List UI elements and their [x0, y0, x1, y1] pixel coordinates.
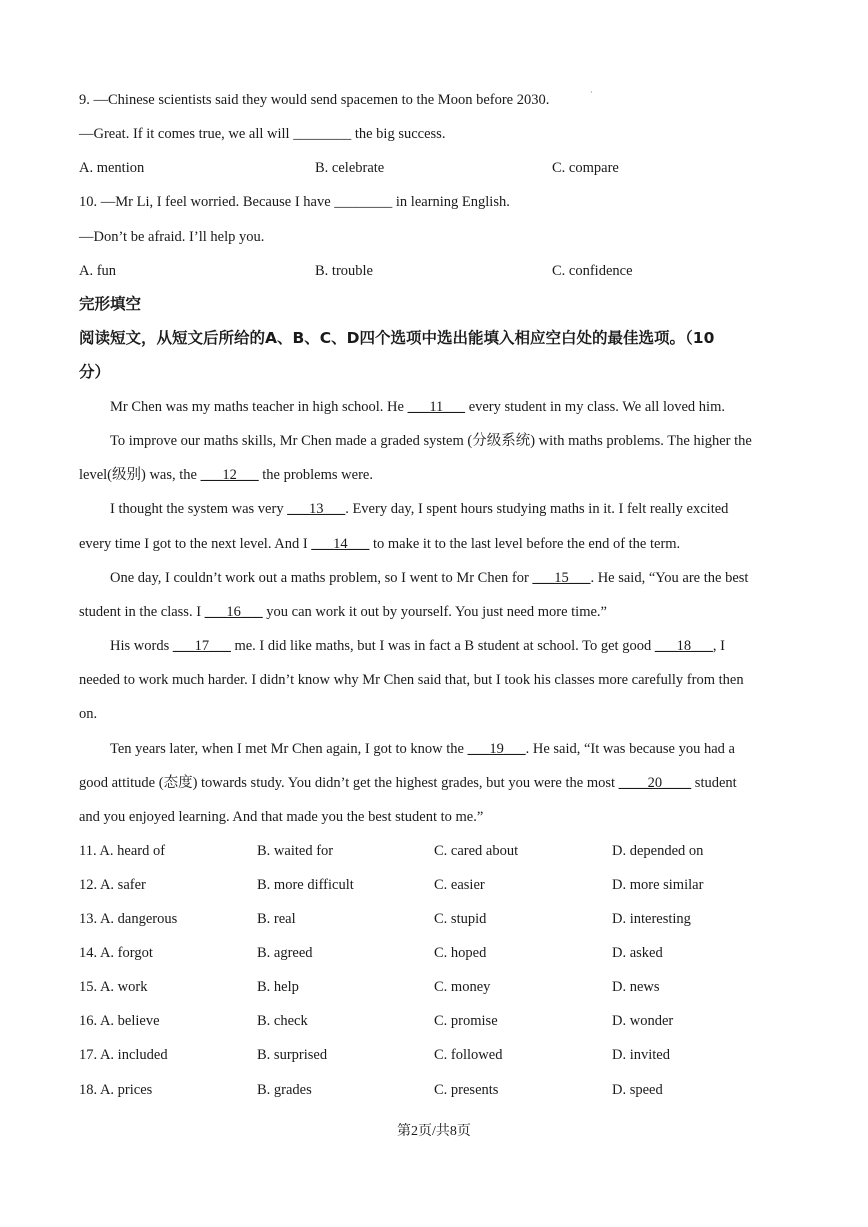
q9-option-c: C. compare — [552, 160, 619, 176]
q13-option-a: 13. A. dangerous — [79, 911, 178, 927]
page-footer: 第2页/共8页 — [397, 1124, 471, 1139]
q16-option-b: B. check — [257, 1013, 308, 1029]
q17-option-c: C. followed — [434, 1047, 503, 1063]
passage-p1: Mr Chen was my maths teacher in high school. He ___11___ every student in my class. We all loved him. — [110, 399, 725, 415]
q10-option-a: A. fun — [79, 263, 117, 279]
q12-option-b: B. more difficult — [257, 877, 354, 893]
q14-option-c: C. hoped — [434, 945, 487, 961]
q18-option-d: D. speed — [612, 1082, 663, 1098]
q11-option-c: C. cared about — [434, 843, 519, 859]
section-instruction-line2: 分） — [79, 363, 111, 381]
passage-p6-line2: good attitude (态度) towards study. You didn’t get the highest grades, but you were the most ____20____ student — [79, 775, 737, 791]
blank-14: ___14___ — [311, 536, 370, 552]
section-instruction-line1: 阅读短文，从短文后所给的A、B、C、D四个选项中选出能填入相应空白处的最佳选项。（10 — [79, 329, 715, 347]
q9-blank: ________ — [293, 126, 352, 142]
q17-option-b: B. surprised — [257, 1047, 328, 1063]
q9-stem: 9. —Chinese scientists said they would send spacemen to the Moon before 2030. — [79, 92, 550, 108]
q12-option-d: D. more similar — [612, 877, 704, 893]
passage-p2-line1: To improve our maths skills, Mr Chen made a graded system (分级系统) with maths problems. The higher the — [110, 433, 752, 449]
blank-11: ___11___ — [407, 399, 466, 415]
q9-reply: —Great. If it comes true, we all will ________ the big success. — [79, 126, 446, 142]
section-title: 完形填空 — [79, 295, 142, 313]
q15-option-d: D. news — [612, 979, 660, 995]
q18-option-a: 18. A. prices — [79, 1082, 153, 1098]
blank-15: ___15___ — [532, 570, 591, 586]
passage-p5-line2: needed to work much harder. I didn’t know why Mr Chen said that, but I took his classes more carefully from then — [79, 672, 744, 688]
q14-option-b: B. agreed — [257, 945, 313, 961]
blank-20: ____20____ — [618, 775, 692, 791]
q13-option-b: B. real — [257, 911, 296, 927]
q18-option-b: B. grades — [257, 1082, 312, 1098]
q10-option-c: C. confidence — [552, 263, 633, 279]
q13-option-c: C. stupid — [434, 911, 487, 927]
passage-p6-line1: Ten years later, when I met Mr Chen again, I got to know the ___19___. He said, “It was because you had a — [110, 741, 735, 757]
q15-option-b: B. help — [257, 979, 299, 995]
q14-option-d: D. asked — [612, 945, 663, 961]
q9-option-a: A. mention — [79, 160, 145, 176]
blank-18: ___18___ — [654, 638, 713, 654]
blank-12: ___12___ — [200, 467, 259, 483]
passage-p5-line1: His words ___17___ me. I did like maths, but I was in fact a B student at school. To get good ___18___, I — [110, 638, 725, 654]
passage-p3-line2: every time I got to the next level. And I ___14___ to make it to the last level before the end of the term. — [79, 536, 681, 552]
q10-blank: ________ — [334, 194, 393, 210]
blank-16: ___16___ — [204, 604, 263, 620]
passage-p6-line3: and you enjoyed learning. And that made you the best student to me.” — [79, 809, 484, 825]
q11-option-a: 11. A. heard of — [79, 843, 166, 859]
blank-17: ___17___ — [172, 638, 231, 654]
blank-19: ___19___ — [467, 741, 526, 757]
passage-p4-line1: One day, I couldn’t work out a maths problem, so I went to Mr Chen for ___15___. He said, “You are the best — [110, 570, 749, 586]
q16-option-c: C. promise — [434, 1013, 498, 1029]
q15-option-a: 15. A. work — [79, 979, 148, 995]
q10-option-b: B. trouble — [315, 263, 373, 279]
q12-option-c: C. easier — [434, 877, 485, 893]
passage-p2-line2: level(级别) was, the ___12___ the problems were. — [79, 467, 373, 483]
q10-reply: —Don’t be afraid. I’ll help you. — [79, 229, 265, 245]
q10-stem: 10. —Mr Li, I feel worried. Because I have ________ in learning English. — [79, 194, 510, 210]
q17-option-d: D. invited — [612, 1047, 670, 1063]
scan-dot: · — [590, 88, 593, 97]
q11-option-b: B. waited for — [257, 843, 334, 859]
q14-option-a: 14. A. forgot — [79, 945, 153, 961]
q12-option-a: 12. A. safer — [79, 877, 146, 893]
q11-option-d: D. depended on — [612, 843, 704, 859]
q16-option-a: 16. A. believe — [79, 1013, 160, 1029]
passage-p4-line2: student in the class. I ___16___ you can work it out by yourself. You just need more time.” — [79, 604, 607, 620]
q15-option-c: C. money — [434, 979, 491, 995]
q18-option-c: C. presents — [434, 1082, 499, 1098]
q16-option-d: D. wonder — [612, 1013, 674, 1029]
blank-13: ___13___ — [287, 501, 346, 517]
q9-option-b: B. celebrate — [315, 160, 385, 176]
passage-p3-line1: I thought the system was very ___13___. Every day, I spent hours studying maths in it. I felt really excited — [110, 501, 729, 517]
passage-p5-line3: on. — [79, 706, 98, 722]
q13-option-d: D. interesting — [612, 911, 691, 927]
q17-option-a: 17. A. included — [79, 1047, 168, 1063]
